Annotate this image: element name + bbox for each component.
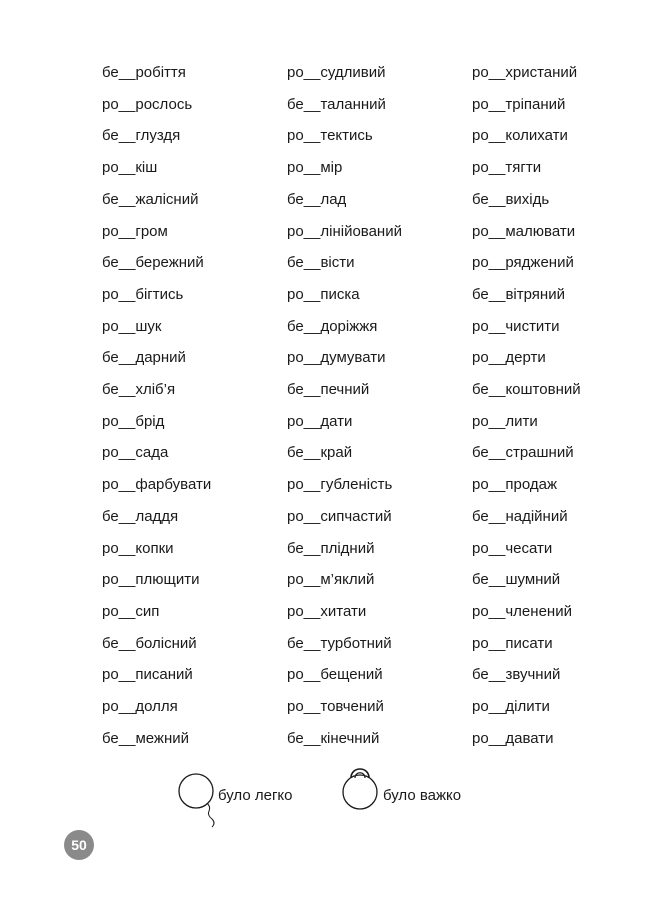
exercise-word: ро__чистити <box>472 317 560 335</box>
exercise-word: ро__бігтись <box>102 285 184 303</box>
exercise-word: ро__членений <box>472 602 572 620</box>
exercise-word: бе__страшний <box>472 444 574 462</box>
exercise-word: ро__бещений <box>287 666 383 684</box>
exercise-word: бе__межний <box>102 729 190 747</box>
page-number: 50 <box>64 830 94 860</box>
exercise-word: бе__робіття <box>102 64 186 81</box>
exercise-word: бе__звучний <box>472 666 561 684</box>
exercise-word: ро__м’яклий <box>287 571 375 589</box>
exercise-word: ро__тектись <box>287 127 373 145</box>
exercise-word: ро__мір <box>287 159 343 177</box>
exercise-word: бе__лад <box>287 190 347 208</box>
exercise-word: ро__писаний <box>102 666 193 684</box>
exercise-word: бе__глуздя <box>102 127 181 145</box>
exercise-word: бе__надійний <box>472 507 568 525</box>
exercise-word: ро__колихати <box>472 127 568 145</box>
exercise-word: ро__христаний <box>472 64 578 81</box>
exercise-word: ро__брід <box>102 412 165 430</box>
exercise-word: ро__продаж <box>472 476 557 494</box>
exercise-word: ро__думувати <box>287 349 386 367</box>
exercise-word: бе__коштовний <box>472 381 581 398</box>
exercise-word: ро__малювати <box>472 222 576 240</box>
exercise-word: ро__лінійований <box>287 222 402 240</box>
exercise-word: ро__долля <box>102 698 178 715</box>
exercise-word: бе__вісти <box>287 254 355 272</box>
exercise-word: ро__плющити <box>102 571 200 589</box>
exercise-word: ро__шук <box>102 317 162 335</box>
exercise-word: ро__гром <box>102 222 168 240</box>
exercise-word: ро__сипчастий <box>287 507 392 525</box>
exercise-word: ро__кіш <box>102 159 158 177</box>
exercise-word: ро__ряджений <box>472 254 574 272</box>
exercise-word: бе__ладдя <box>102 507 179 525</box>
exercise-word: ро__губленість <box>287 476 393 494</box>
exercise-word: бе__дарний <box>102 349 186 367</box>
exercise-word: бе__вихідь <box>472 190 550 208</box>
exercise-word: ро__товчений <box>287 698 384 715</box>
exercise-word: ро__дати <box>287 412 353 430</box>
easy-label: було легко <box>218 787 293 804</box>
exercise-word: ро__копки <box>102 539 174 557</box>
exercise-word: ро__тріпаний <box>472 95 566 113</box>
exercise-word: бе__хліб’я <box>102 381 176 398</box>
exercise-word: бе__печний <box>287 381 370 398</box>
exercise-word: бе__шумний <box>472 571 561 589</box>
exercise-word: ро__тягти <box>472 159 542 177</box>
exercise-word: ро__фарбувати <box>102 476 212 494</box>
exercise-word: ро__писати <box>472 634 553 652</box>
exercise-word: ро__хитати <box>287 602 367 620</box>
exercise-word: ро__чесати <box>472 539 553 557</box>
exercise-word: бе__жалісний <box>102 190 199 208</box>
exercise-word: бе__турботний <box>287 634 392 652</box>
exercise-word: бе__болісний <box>102 634 197 652</box>
exercise-word: ро__сип <box>102 602 160 620</box>
exercise-word: ро__писка <box>287 285 360 303</box>
exercise-word: бе__доріжжя <box>287 317 378 335</box>
exercise-word: бе__бережний <box>102 254 204 272</box>
exercise-word: бе__плідний <box>287 539 375 557</box>
exercise-word: ро__рослось <box>102 95 193 113</box>
exercise-word: ро__лити <box>472 412 538 430</box>
hard-label: було важко <box>383 787 462 804</box>
exercise-word: ро__давати <box>472 729 554 747</box>
exercise-word: ро__судливий <box>287 64 386 81</box>
kettlebell-icon[interactable] <box>340 764 382 812</box>
exercise-word: бе__кінечний <box>287 729 380 747</box>
self-assessment <box>0 760 650 900</box>
exercise-word: бе__край <box>287 444 353 462</box>
exercise-word: ро__дерти <box>472 349 546 367</box>
exercise-word: ро__сада <box>102 444 169 462</box>
exercise-word: бе__таланний <box>287 95 386 113</box>
exercise-word: ро__ділити <box>472 698 550 715</box>
exercise-word: бе__вітряний <box>472 285 565 303</box>
